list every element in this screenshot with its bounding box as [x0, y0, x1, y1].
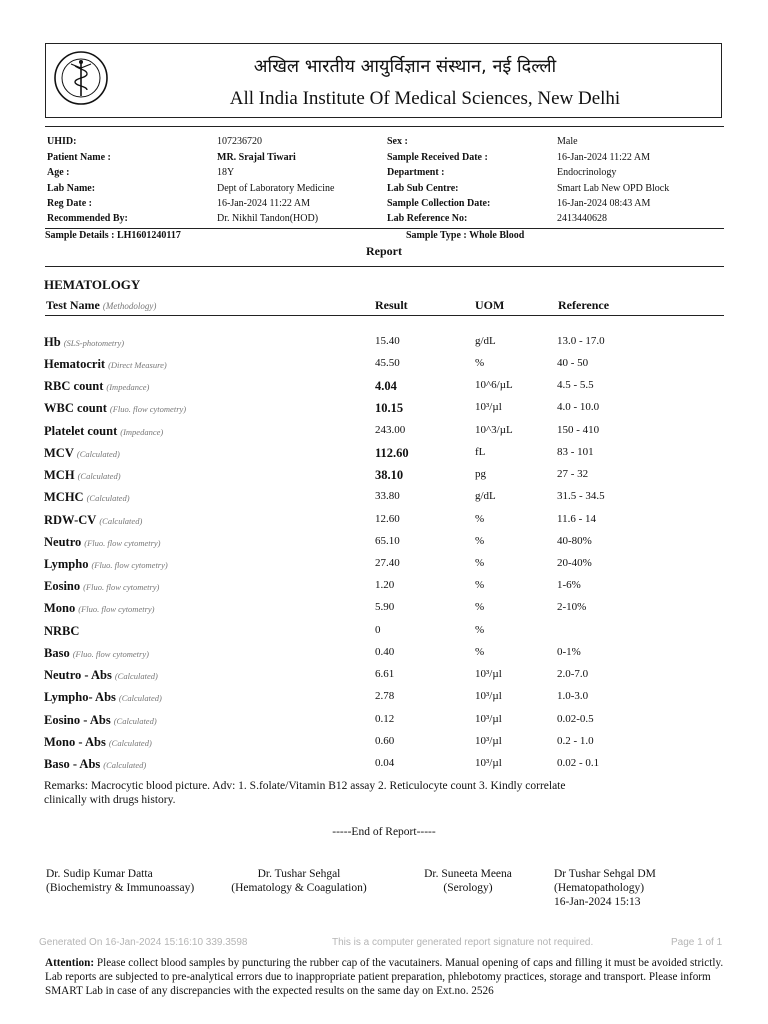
- recommended-by-label: Recommended By:: [47, 213, 128, 224]
- patient-name-value: MR. Srajal Tiwari: [217, 152, 296, 163]
- test-result: 12.60: [375, 513, 400, 525]
- signatory-name: Dr. Tushar Sehgal: [257, 868, 341, 880]
- remarks: Remarks: Macrocytic blood picture. Adv: 1. S.folate/Vitamin B12 assay 2. Reticulocyte count 3. Kindly correlate clinically with drugs history.: [44, 780, 566, 806]
- signature-block: [414, 867, 522, 895]
- divider: [45, 228, 724, 229]
- test-name: MCV (Calculated): [44, 446, 120, 460]
- test-uom: %: [475, 535, 485, 547]
- signatory-name: Dr. Suneeta Meena: [424, 868, 512, 880]
- test-result: 112.60: [375, 446, 409, 460]
- test-name: Baso - Abs (Calculated): [44, 757, 147, 771]
- page-number: Page 1 of 1: [671, 937, 723, 948]
- reg-date-label: Reg Date :: [47, 198, 92, 209]
- test-name: RBC count (Impedance): [44, 379, 150, 393]
- test-result: 10.15: [375, 401, 404, 415]
- test-name: MCH (Calculated): [44, 468, 121, 482]
- test-name: Neutro - Abs (Calculated): [44, 668, 158, 682]
- uhid-label: UHID:: [47, 136, 77, 147]
- test-reference: 27 - 32: [557, 468, 589, 480]
- test-uom: 10³/µl: [475, 668, 502, 680]
- test-result: 65.10: [375, 535, 400, 547]
- sex-label: Sex :: [387, 136, 408, 147]
- divider: [45, 266, 724, 267]
- test-reference: 0-1%: [557, 646, 581, 658]
- test-name: MCHC (Calculated): [44, 490, 130, 504]
- test-reference: 1-6%: [557, 579, 581, 591]
- test-reference: 2-10%: [557, 601, 587, 613]
- test-uom: %: [475, 357, 485, 369]
- generated-on: Generated On 16-Jan-2024 15:16:10 339.3598: [39, 937, 248, 948]
- test-reference: 4.0 - 10.0: [557, 401, 600, 413]
- divider: [45, 315, 724, 316]
- sample-details: Sample Details : LH1601240117: [45, 230, 181, 241]
- table-row: [0, 490, 768, 510]
- test-name: NRBC: [44, 624, 80, 638]
- signature-block: [228, 867, 370, 895]
- table-row: [0, 757, 768, 777]
- test-name: RDW-CV (Calculated): [44, 513, 143, 527]
- lab-reference-value: 2413440628: [557, 213, 607, 224]
- test-reference: 20-40%: [557, 557, 592, 569]
- test-name: Hematocrit (Direct Measure): [44, 357, 167, 371]
- test-uom: 10³/µl: [475, 757, 502, 769]
- table-row: [0, 379, 768, 399]
- patient-name-label: Patient Name :: [47, 152, 111, 163]
- attention-text: Please collect blood samples by puncturing the rubber cap of the vacutainers. Manual opening of caps and filling it must be avoided strictly. Lab reports are subjected to pre-analytical errors due to inappropriate patient preparation, phlebotomy practices, storage and transport. Please inform SMART Lab in case of any discrepancies with the expected results on the same day on Ext.no. 2526: [45, 957, 724, 997]
- attention-label: Attention:: [45, 957, 95, 969]
- test-reference: 2.0-7.0: [557, 668, 589, 680]
- signatory-department: (Serology): [443, 882, 493, 894]
- aiims-logo-icon: [53, 50, 109, 106]
- recommended-by-value: Dr. Nikhil Tandon(HOD): [217, 213, 319, 224]
- test-reference: 40-80%: [557, 535, 592, 547]
- table-row: [0, 357, 768, 377]
- table-row: [0, 668, 768, 688]
- test-reference: 0.02 - 0.1: [557, 757, 600, 769]
- test-reference: 31.5 - 34.5: [557, 490, 605, 502]
- table-row: [0, 713, 768, 733]
- test-name: WBC count (Fluo. flow cytometry): [44, 401, 187, 415]
- sample-type: Sample Type : Whole Blood: [406, 230, 525, 241]
- test-uom: fL: [475, 446, 486, 458]
- test-result: 6.61: [375, 668, 395, 680]
- section-title: HEMATOLOGY: [44, 277, 141, 292]
- test-uom: 10³/µl: [475, 735, 502, 747]
- department-value: Endocrinology: [557, 167, 617, 178]
- signature-note: This is a computer generated report signature not required.: [332, 937, 594, 948]
- column-header-uom: UOM: [475, 298, 505, 312]
- test-name: Mono - Abs (Calculated): [44, 735, 152, 749]
- lab-reference-label: Lab Reference No:: [387, 213, 468, 224]
- test-name: Mono (Fluo. flow cytometry): [44, 601, 155, 615]
- table-row: [0, 690, 768, 710]
- institute-name-english: All India Institute Of Medical Sciences, New Delhi: [229, 88, 621, 109]
- table-row: [0, 401, 768, 421]
- end-of-report: -----End of Report-----: [332, 826, 436, 838]
- test-result: 45.50: [375, 357, 400, 369]
- test-reference: 1.0-3.0: [557, 690, 589, 702]
- table-row: [0, 579, 768, 599]
- test-reference: 4.5 - 5.5: [557, 379, 594, 391]
- sample-received-value: 16-Jan-2024 11:22 AM: [557, 152, 650, 163]
- attention-note: [45, 956, 725, 998]
- lab-name-label: Lab Name:: [47, 183, 96, 194]
- test-uom: %: [475, 579, 485, 591]
- test-result: 33.80: [375, 490, 400, 502]
- test-result: 1.20: [375, 579, 395, 591]
- signatory-name: Dr Tushar Sehgal DM: [554, 868, 656, 880]
- test-uom: %: [475, 646, 485, 658]
- column-header-result: Result: [375, 298, 408, 312]
- test-result: 2.78: [375, 690, 395, 702]
- test-result: 0.04: [375, 757, 395, 769]
- table-row: [0, 601, 768, 621]
- test-reference: 0.2 - 1.0: [557, 735, 594, 747]
- institute-name-hindi: अखिल भारतीय आयुर्विज्ञान संस्थान, नई दिल्ली: [253, 56, 557, 77]
- signature-block: [554, 867, 656, 909]
- table-row: [0, 646, 768, 666]
- signature-block: [46, 867, 194, 895]
- table-row: [0, 735, 768, 755]
- age-value: 18Y: [217, 167, 235, 178]
- uhid-value: 107236720: [217, 136, 262, 147]
- test-result: 0: [375, 624, 381, 636]
- lab-sub-centre-value: Smart Lab New OPD Block: [557, 183, 670, 194]
- table-row: [0, 535, 768, 555]
- test-uom: 10³/µl: [475, 401, 502, 413]
- sample-received-label: Sample Received Date :: [387, 152, 488, 163]
- test-reference: 40 - 50: [557, 357, 589, 369]
- report-title: Report: [366, 244, 402, 258]
- test-uom: %: [475, 624, 485, 636]
- test-uom: %: [475, 513, 485, 525]
- table-row: [0, 557, 768, 577]
- test-name: Lympho- Abs (Calculated): [44, 690, 162, 704]
- test-uom: pg: [475, 468, 486, 480]
- test-reference: 11.6 - 14: [557, 513, 597, 525]
- sample-collection-label: Sample Collection Date:: [387, 198, 491, 209]
- table-row: [0, 468, 768, 488]
- sample-collection-value: 16-Jan-2024 08:43 AM: [557, 198, 651, 209]
- test-reference: 13.0 - 17.0: [557, 335, 605, 347]
- test-name: Eosino - Abs (Calculated): [44, 713, 157, 727]
- test-result: 5.90: [375, 601, 395, 613]
- test-name: Neutro (Fluo. flow cytometry): [44, 535, 161, 549]
- test-name: Platelet count (Impedance): [44, 424, 164, 438]
- column-header-reference: Reference: [558, 298, 610, 312]
- table-row: [0, 624, 768, 644]
- test-result: 15.40: [375, 335, 400, 347]
- test-uom: %: [475, 557, 485, 569]
- test-result: 243.00: [375, 424, 406, 436]
- test-reference: 150 - 410: [557, 424, 600, 436]
- test-uom: 10³/µl: [475, 690, 502, 702]
- table-row: [0, 424, 768, 444]
- test-result: 38.10: [375, 468, 404, 482]
- divider: [45, 126, 724, 127]
- lab-name-value: Dept of Laboratory Medicine: [217, 183, 335, 194]
- lab-sub-centre-label: Lab Sub Centre:: [387, 183, 459, 194]
- test-result: 0.60: [375, 735, 395, 747]
- test-uom: 10^3/µL: [475, 424, 513, 436]
- test-reference: 0.02-0.5: [557, 713, 594, 725]
- test-result: 0.12: [375, 713, 395, 725]
- age-label: Age :: [47, 167, 70, 178]
- test-result: 27.40: [375, 557, 400, 569]
- test-name: Lympho (Fluo. flow cytometry): [44, 557, 168, 571]
- test-name: Hb (SLS-photometry): [44, 335, 125, 349]
- signatory-department: (Biochemistry & Immunoassay): [46, 882, 195, 894]
- test-name: Eosino (Fluo. flow cytometry): [44, 579, 160, 593]
- test-result: 0.40: [375, 646, 395, 658]
- table-row: [0, 446, 768, 466]
- test-uom: %: [475, 601, 485, 613]
- test-uom: 10^6/µL: [475, 379, 513, 391]
- test-uom: g/dL: [475, 490, 496, 502]
- test-reference: 83 - 101: [557, 446, 594, 458]
- sex-value: Male: [557, 136, 578, 147]
- column-header-test-name: Test Name (Methodology): [46, 298, 157, 312]
- table-row: [0, 513, 768, 533]
- reg-date-value: 16-Jan-2024 11:22 AM: [217, 198, 310, 209]
- department-label: Department :: [387, 167, 445, 178]
- test-uom: g/dL: [475, 335, 496, 347]
- test-result: 4.04: [375, 379, 397, 393]
- test-uom: 10³/µl: [475, 713, 502, 725]
- signatory-name: Dr. Sudip Kumar Datta: [46, 868, 153, 880]
- signature-date: 16-Jan-2024 15:13: [554, 896, 641, 908]
- table-row: [0, 335, 768, 355]
- signatory-department: (Hematology & Coagulation): [231, 882, 367, 894]
- signatory-department: (Hematopathology): [554, 882, 645, 894]
- test-name: Baso (Fluo. flow cytometry): [44, 646, 149, 660]
